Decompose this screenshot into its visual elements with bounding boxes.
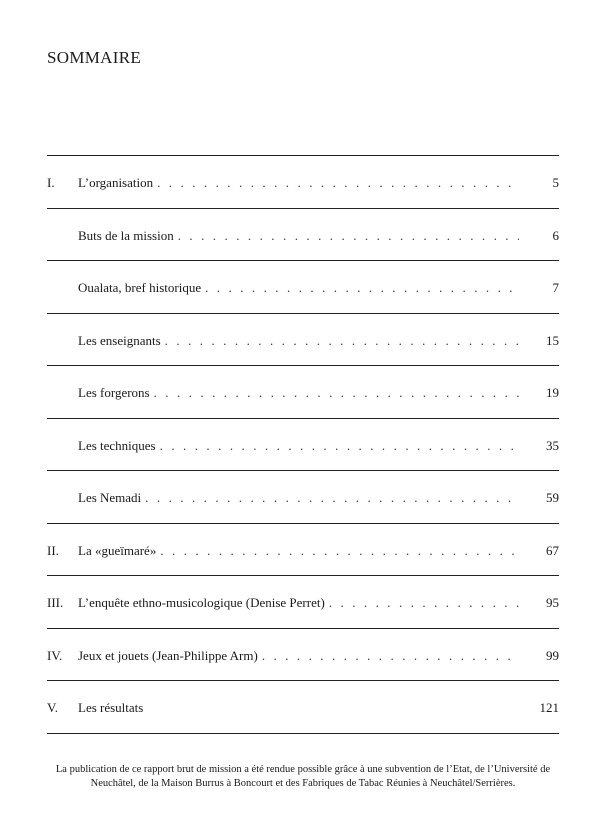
toc-entry-number: I. — [47, 175, 55, 190]
toc-entry-page: 59 — [546, 490, 559, 505]
footnote: La publication de ce rapport brut de mission a été rendue possible grâce à une subvention de l’Etat, de l’Université de Neuchâtel, de la Maison Burrus à Boncourt et des Fabriques de Tabac Réunies à Neuchâtel/Serrières. — [55, 764, 551, 789]
toc-entry-page: 5 — [552, 175, 559, 190]
toc-entry — [47, 471, 559, 523]
toc-entry-page: 121 — [539, 700, 559, 715]
toc-entry-number: III. — [47, 595, 64, 610]
toc-entry — [47, 419, 559, 471]
toc-entry — [47, 314, 559, 366]
dot-leader — [145, 490, 519, 506]
toc-entry-page: 35 — [546, 437, 559, 453]
toc-entry — [47, 681, 559, 733]
toc-entry-label: Les techniques — [78, 437, 156, 453]
toc-entry — [47, 629, 559, 681]
toc-entry-label: Buts de la mission — [78, 227, 174, 243]
dot-leader — [262, 648, 519, 664]
dot-leader — [205, 280, 519, 296]
toc-entry-number: V. — [47, 700, 58, 715]
toc-entry — [47, 209, 559, 261]
divider — [47, 733, 559, 734]
toc-entry-label: Les Nemadi — [78, 490, 142, 505]
dot-leader — [178, 228, 519, 244]
toc-entry — [47, 524, 559, 576]
dot-leader — [160, 438, 519, 454]
toc-entry — [47, 576, 559, 628]
toc-entry — [47, 156, 559, 208]
toc-entry-label: L’enquête ethno-musicologique (Denise Perret) — [78, 595, 325, 610]
toc-entry-label: Les enseignants — [78, 332, 161, 348]
dot-leader — [329, 595, 519, 611]
toc-entry-number: IV. — [47, 647, 63, 663]
toc-entry-page: 19 — [546, 385, 559, 400]
toc-entry-number: II. — [47, 542, 59, 558]
toc-entry-label: L’organisation — [78, 175, 154, 190]
table-of-contents — [47, 155, 559, 734]
toc-entry-page: 67 — [546, 542, 559, 558]
toc-entry-page: 6 — [552, 227, 559, 243]
toc-entry-label: Jeux et jouets (Jean-Philippe Arm) — [78, 647, 258, 663]
toc-entry-label: Les forgerons — [78, 385, 150, 400]
toc-entry — [47, 261, 559, 313]
toc-entry-page: 95 — [546, 595, 559, 610]
dot-leader — [165, 333, 519, 349]
toc-entry-label: La «gueïmaré» — [78, 542, 157, 558]
toc-entry-page: 99 — [546, 647, 559, 663]
toc-entry — [47, 366, 559, 418]
dot-leader — [154, 385, 519, 401]
page-title: SOMMAIRE — [47, 48, 142, 67]
toc-entry-page: 7 — [552, 280, 559, 295]
toc-entry-label: Oualata, bref historique — [78, 280, 202, 295]
dot-leader — [157, 175, 519, 191]
dot-leader — [160, 543, 519, 559]
toc-entry-page: 15 — [546, 332, 559, 348]
toc-entry-label: Les résultats — [78, 700, 144, 715]
